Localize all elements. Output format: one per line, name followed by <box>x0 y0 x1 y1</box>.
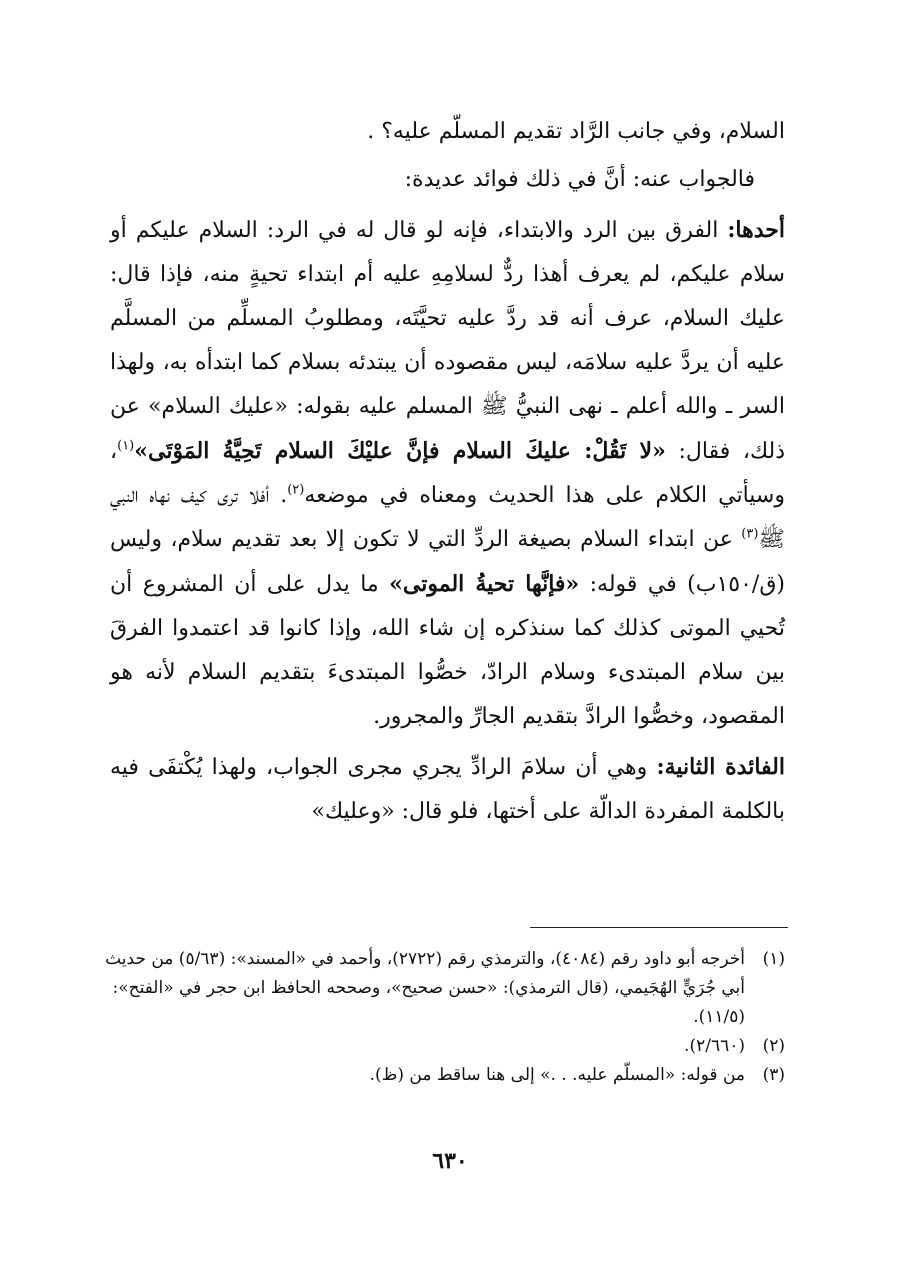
footnote-text: (٢/٦٦٠). <box>684 1036 745 1056</box>
text-run: ، وسيأتي الكلام على هذا الحديث ومعناه في موضعه <box>110 439 785 508</box>
footnotes <box>105 945 785 1090</box>
footnote-text: أخرجه أبو داود رقم (٤٠٨٤)، والترمذي رقم (٢٧٢٢)، وأحمد في «المسند»: (٥/٦٣) من حديث أبي جُرَيٍّ الهُجَيمي، (قال الترمذي): «حسن صحيح»، وصححه الحافظ ابن حجر في «الفتح»: (١١/٥). <box>105 949 745 1027</box>
paragraph-question: السلام، وفي جانب الرَّاد تقديم المسلّم عليه؟ . <box>367 119 785 144</box>
footnote-2 <box>105 1032 785 1061</box>
text-run: وهي أن سلامَ الرادِّ يجري مجرى الجواب، ولهذا يُكْتفَى فيه بالكلمة المفردة الدالّة على أختها، فلو قال: «وعليك» <box>110 755 785 824</box>
hadith-quote: «فإنَّها تحيةُ الموتى» <box>389 571 580 597</box>
first-benefit-heading: أحدها: <box>727 217 785 243</box>
footnote-number: (١) <box>762 949 785 969</box>
main-text <box>110 110 785 834</box>
text-run: . أفلا ترى كيف نهاه النبي ﷺ <box>110 483 785 552</box>
paragraph-answer-intro: فالجواب عنه: أنَّ في ذلك فوائد عديدة: <box>404 167 755 192</box>
second-benefit-heading: الفائدة الثانية: <box>656 754 785 780</box>
text-run: الفرق بين الرد والابتداء، فإنه لو قال له في الرد: السلام عليكم أو سلام عليكم، لم يعرف أهذا ردٌّ لسلامِهِ عليه أم ابتداء تحيةٍ منه، فإذا قال: عليك السلام، عرف أنه قد ردَّ عليه تحيَّتَه، ومطلوبُ المسلِّم من المسلَّم عليه أن يردَّ عليه سلامَه، ليس مقصوده أن يبتدئه بسلام كما ابتدأه به، ولهذا السر ـ والله أعلم ـ نهى النبيُّ ﷺ المسلم عليه بقوله: «عليك السلام» عن ذلك، فقال: <box>110 218 786 464</box>
footnote-3 <box>105 1061 785 1090</box>
page-number: ٦٣٠ <box>432 1148 468 1174</box>
text-run: ما يدل على أن المشروع أن تُحيي الموتى كذلك كما سنذكره إن شاء الله، وإذا كانوا قد اعتمدوا الفرقَ بين سلام المبتدىء وسلام الرادّ، خصُّوا المبتدىءَ بتقديم السلام لأنه هو المقصود، وخصُّوا الرادَّ بتقديم الجارِّ والمجرور. <box>110 572 785 729</box>
paragraph-first-benefit <box>110 208 785 739</box>
footnote-ref-2[interactable]: (٢) <box>287 482 305 498</box>
footnote-divider <box>530 927 788 928</box>
footnote-ref-1[interactable]: (١) <box>117 438 135 454</box>
text-run: عن ابتداء السلام بصيغة الردِّ التي لا تكون إلا بعد تقديم سلام، وليس (ق/١٥٠ب) في قوله: <box>110 527 785 597</box>
footnote-ref-3[interactable]: (٣) <box>741 526 759 542</box>
footnote-number: (٢) <box>762 1036 785 1056</box>
footnote-number: (٣) <box>762 1065 785 1085</box>
footnote-1 <box>105 945 785 1032</box>
footnote-text: من قوله: «المسلّم عليه. . .» إلى هنا ساقط من (ظ). <box>369 1065 745 1085</box>
paragraph-second-benefit <box>110 745 785 834</box>
hadith-quote: «لا تَقُلْ: عليكَ السلام فإنَّ عليْكَ السلام تَحِيَّةُ المَوْتَى» <box>134 438 666 464</box>
